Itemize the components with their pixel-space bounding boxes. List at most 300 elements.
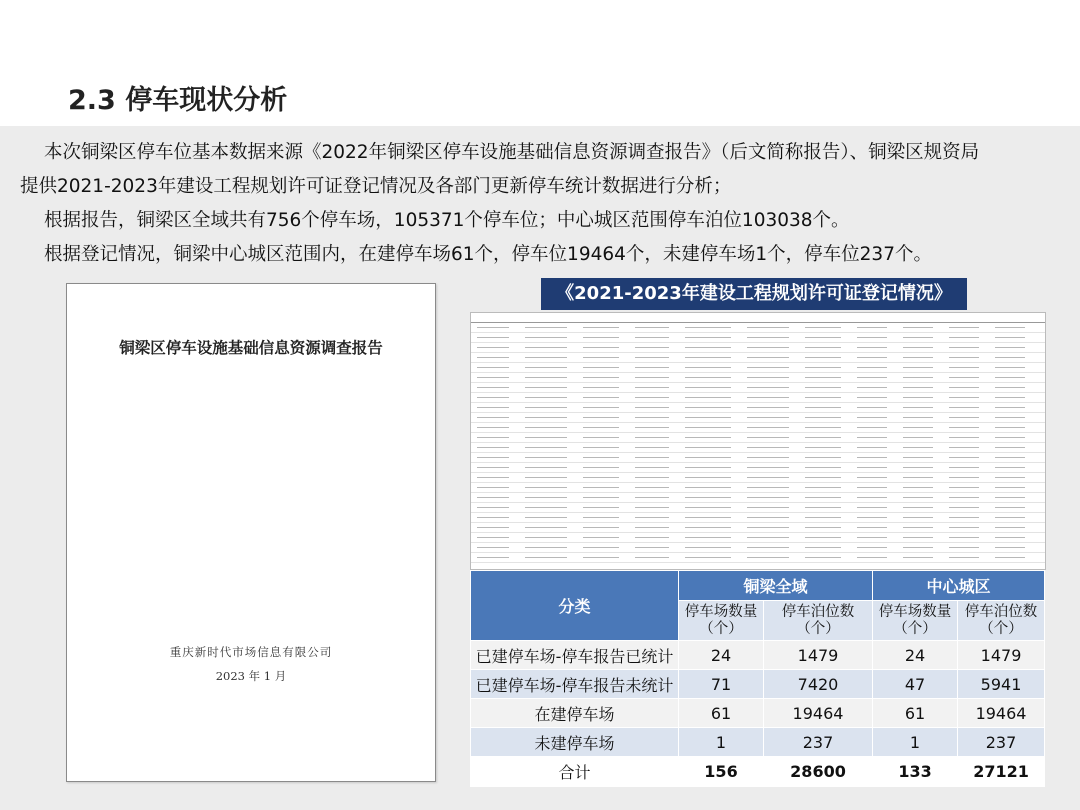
permit-spreadsheet-image — [470, 312, 1046, 570]
spreadsheet-cell — [629, 433, 679, 442]
spreadsheet-cell — [851, 513, 897, 522]
spreadsheet-cell — [989, 443, 1035, 452]
spreadsheet-header-cell — [989, 313, 1035, 322]
spreadsheet-cell — [897, 513, 943, 522]
spreadsheet-cell — [741, 383, 799, 392]
spreadsheet-cell — [629, 323, 679, 332]
spreadsheet-cell — [519, 353, 577, 362]
spreadsheet-cell — [851, 403, 897, 412]
total-cell: 133 — [873, 757, 958, 787]
spreadsheet-header-cell — [577, 313, 629, 322]
paragraph-3: 根据登记情况，铜梁中心城区范围内，在建停车场61个，停车位19464个，未建停车场1个，停车位237个。 — [44, 244, 932, 265]
spreadsheet-cell — [799, 493, 851, 502]
spreadsheet-cell — [851, 503, 897, 512]
spreadsheet-cell — [943, 543, 989, 552]
spreadsheet-cell — [471, 333, 519, 342]
spreadsheet-cell — [519, 433, 577, 442]
spreadsheet-cell — [741, 413, 799, 422]
cell: 1 — [679, 728, 764, 757]
spreadsheet-cell — [629, 483, 679, 492]
spreadsheet-cell — [989, 433, 1035, 442]
spreadsheet-rows — [471, 323, 1045, 563]
spreadsheet-header-cell — [679, 313, 741, 322]
spreadsheet-cell — [851, 383, 897, 392]
spreadsheet-cell — [897, 523, 943, 532]
spreadsheet-cell — [741, 353, 799, 362]
spreadsheet-row — [471, 503, 1045, 513]
spreadsheet-cell — [799, 513, 851, 522]
spreadsheet-cell — [629, 473, 679, 482]
spreadsheet-cell — [679, 453, 741, 462]
spreadsheet-cell — [897, 383, 943, 392]
cell: 1479 — [764, 641, 873, 670]
spreadsheet-row — [471, 353, 1045, 363]
spreadsheet-cell — [943, 483, 989, 492]
spreadsheet-cell — [741, 323, 799, 332]
spreadsheet-cell — [799, 353, 851, 362]
spreadsheet-cell — [629, 453, 679, 462]
spreadsheet-cell — [989, 423, 1035, 432]
spreadsheet-cell — [741, 473, 799, 482]
spreadsheet-cell — [799, 523, 851, 532]
spreadsheet-cell — [629, 503, 679, 512]
spreadsheet-row — [471, 403, 1045, 413]
spreadsheet-cell — [741, 513, 799, 522]
spreadsheet-cell — [897, 413, 943, 422]
spreadsheet-cell — [989, 353, 1035, 362]
spreadsheet-cell — [799, 373, 851, 382]
spreadsheet-cell — [851, 373, 897, 382]
spreadsheet-cell — [897, 443, 943, 452]
spreadsheet-cell — [799, 533, 851, 542]
spreadsheet-cell — [989, 383, 1035, 392]
spreadsheet-cell — [799, 333, 851, 342]
spreadsheet-cell — [577, 433, 629, 442]
spreadsheet-cell — [943, 513, 989, 522]
spreadsheet-row — [471, 433, 1045, 443]
spreadsheet-cell — [471, 343, 519, 352]
spreadsheet-cell — [519, 373, 577, 382]
page-title: 2.3 停车现状分析 — [68, 85, 288, 116]
summary-table — [470, 570, 1045, 787]
spreadsheet-cell — [799, 473, 851, 482]
spreadsheet-cell — [741, 453, 799, 462]
spreadsheet-row — [471, 413, 1045, 423]
spreadsheet-cell — [741, 493, 799, 502]
cell: 61 — [679, 699, 764, 728]
spreadsheet-cell — [799, 403, 851, 412]
spreadsheet-row — [471, 533, 1045, 543]
spreadsheet-cell — [989, 553, 1035, 562]
spreadsheet-cell — [741, 443, 799, 452]
spreadsheet-cell — [851, 363, 897, 372]
row-label: 在建停车场 — [471, 699, 679, 728]
spreadsheet-cell — [679, 503, 741, 512]
spreadsheet-cell — [629, 493, 679, 502]
spreadsheet-cell — [943, 503, 989, 512]
spreadsheet-cell — [577, 533, 629, 542]
spreadsheet-cell — [989, 483, 1035, 492]
spreadsheet-cell — [943, 523, 989, 532]
spreadsheet-cell — [577, 423, 629, 432]
spreadsheet-cell — [629, 463, 679, 472]
spreadsheet-cell — [799, 553, 851, 562]
spreadsheet-cell — [943, 443, 989, 452]
spreadsheet-header — [471, 313, 1045, 323]
spreadsheet-cell — [799, 503, 851, 512]
spreadsheet-cell — [471, 473, 519, 482]
spreadsheet-header-cell — [943, 313, 989, 322]
spreadsheet-row — [471, 423, 1045, 433]
spreadsheet-cell — [577, 453, 629, 462]
spreadsheet-row — [471, 543, 1045, 553]
spreadsheet-cell — [577, 503, 629, 512]
spreadsheet-cell — [679, 353, 741, 362]
spreadsheet-cell — [851, 463, 897, 472]
spreadsheet-cell — [471, 363, 519, 372]
spreadsheet-cell — [799, 413, 851, 422]
spreadsheet-cell — [943, 463, 989, 472]
spreadsheet-row — [471, 523, 1045, 533]
spreadsheet-cell — [897, 553, 943, 562]
spreadsheet-cell — [519, 513, 577, 522]
sub-header: 停车泊位数 （个） — [764, 601, 873, 641]
spreadsheet-row — [471, 443, 1045, 453]
report-cover-company: 重庆新时代市场信息有限公司 — [169, 645, 333, 659]
spreadsheet-cell — [519, 503, 577, 512]
spreadsheet-cell — [679, 413, 741, 422]
spreadsheet-cell — [989, 333, 1035, 342]
cell: 71 — [679, 670, 764, 699]
spreadsheet-cell — [943, 343, 989, 352]
spreadsheet-cell — [799, 443, 851, 452]
spreadsheet-cell — [989, 413, 1035, 422]
spreadsheet-cell — [629, 393, 679, 402]
spreadsheet-cell — [519, 343, 577, 352]
spreadsheet-cell — [943, 363, 989, 372]
spreadsheet-cell — [897, 363, 943, 372]
cell: 1 — [873, 728, 958, 757]
spreadsheet-cell — [679, 373, 741, 382]
spreadsheet-cell — [799, 383, 851, 392]
spreadsheet-cell — [577, 473, 629, 482]
spreadsheet-cell — [471, 413, 519, 422]
sub-header: 停车泊位数 （个） — [958, 601, 1045, 641]
spreadsheet-cell — [679, 323, 741, 332]
spreadsheet-cell — [519, 383, 577, 392]
spreadsheet-cell — [851, 543, 897, 552]
spreadsheet-cell — [943, 323, 989, 332]
category-header: 分类 — [471, 571, 679, 641]
spreadsheet-cell — [471, 483, 519, 492]
spreadsheet-cell — [471, 323, 519, 332]
total-row — [471, 757, 1045, 787]
spreadsheet-cell — [679, 393, 741, 402]
spreadsheet-cell — [989, 543, 1035, 552]
spreadsheet-cell — [679, 443, 741, 452]
spreadsheet-cell — [799, 453, 851, 462]
spreadsheet-cell — [471, 383, 519, 392]
spreadsheet-cell — [519, 413, 577, 422]
spreadsheet-cell — [471, 423, 519, 432]
spreadsheet-cell — [851, 483, 897, 492]
spreadsheet-cell — [629, 543, 679, 552]
spreadsheet-cell — [943, 553, 989, 562]
sub-header: 停车场数量 （个） — [679, 601, 764, 641]
cell: 237 — [958, 728, 1045, 757]
spreadsheet-cell — [519, 523, 577, 532]
spreadsheet-cell — [989, 533, 1035, 542]
spreadsheet-cell — [679, 533, 741, 542]
spreadsheet-cell — [799, 343, 851, 352]
row-label: 未建停车场 — [471, 728, 679, 757]
spreadsheet-cell — [577, 513, 629, 522]
spreadsheet-cell — [471, 373, 519, 382]
spreadsheet-cell — [741, 553, 799, 562]
spreadsheet-cell — [679, 333, 741, 342]
spreadsheet-cell — [897, 453, 943, 462]
spreadsheet-cell — [799, 543, 851, 552]
spreadsheet-cell — [577, 443, 629, 452]
spreadsheet-header-cell — [471, 313, 519, 322]
spreadsheet-cell — [471, 453, 519, 462]
spreadsheet-cell — [577, 403, 629, 412]
spreadsheet-cell — [989, 323, 1035, 332]
spreadsheet-cell — [629, 423, 679, 432]
spreadsheet-cell — [679, 513, 741, 522]
spreadsheet-cell — [989, 463, 1035, 472]
spreadsheet-cell — [679, 343, 741, 352]
spreadsheet-cell — [471, 493, 519, 502]
group-header-center: 中心城区 — [873, 571, 1045, 601]
spreadsheet-cell — [851, 343, 897, 352]
spreadsheet-cell — [943, 393, 989, 402]
spreadsheet-cell — [577, 373, 629, 382]
spreadsheet-cell — [989, 473, 1035, 482]
spreadsheet-cell — [629, 523, 679, 532]
spreadsheet-cell — [897, 393, 943, 402]
spreadsheet-cell — [577, 343, 629, 352]
spreadsheet-cell — [943, 353, 989, 362]
paragraph-1-line-1: 本次铜梁区停车位基本数据来源《2022年铜梁区停车设施基础信息资源调查报告》（后文简称报告）、铜梁区规资局 — [44, 142, 980, 163]
spreadsheet-cell — [629, 343, 679, 352]
spreadsheet-cell — [679, 483, 741, 492]
spreadsheet-cell — [471, 543, 519, 552]
spreadsheet-cell — [519, 553, 577, 562]
spreadsheet-cell — [519, 403, 577, 412]
spreadsheet-cell — [471, 503, 519, 512]
spreadsheet-cell — [897, 543, 943, 552]
spreadsheet-row — [471, 363, 1045, 373]
spreadsheet-cell — [629, 353, 679, 362]
spreadsheet-cell — [799, 393, 851, 402]
spreadsheet-cell — [577, 463, 629, 472]
spreadsheet-cell — [519, 533, 577, 542]
spreadsheet-cell — [471, 553, 519, 562]
spreadsheet-cell — [943, 493, 989, 502]
spreadsheet-cell — [471, 513, 519, 522]
spreadsheet-cell — [519, 333, 577, 342]
spreadsheet-row — [471, 473, 1045, 483]
spreadsheet-cell — [741, 463, 799, 472]
paragraph-1-line-2: 提供2021-2023年建设工程规划许可证登记情况及各部门更新停车统计数据进行分析； — [20, 176, 732, 197]
spreadsheet-cell — [897, 373, 943, 382]
spreadsheet-cell — [471, 393, 519, 402]
spreadsheet-cell — [577, 323, 629, 332]
spreadsheet-cell — [629, 533, 679, 542]
spreadsheet-cell — [679, 403, 741, 412]
spreadsheet-cell — [851, 533, 897, 542]
spreadsheet-header-cell — [851, 313, 897, 322]
spreadsheet-cell — [629, 333, 679, 342]
spreadsheet-cell — [897, 433, 943, 442]
spreadsheet-cell — [943, 403, 989, 412]
spreadsheet-row — [471, 483, 1045, 493]
spreadsheet-row — [471, 333, 1045, 343]
spreadsheet-cell — [741, 523, 799, 532]
spreadsheet-cell — [679, 433, 741, 442]
cell: 19464 — [958, 699, 1045, 728]
spreadsheet-cell — [943, 473, 989, 482]
spreadsheet-cell — [741, 503, 799, 512]
spreadsheet-cell — [679, 543, 741, 552]
row-label: 已建停车场-停车报告未统计 — [471, 670, 679, 699]
spreadsheet-cell — [471, 433, 519, 442]
report-cover-date: 2023 年 1 月 — [215, 669, 287, 683]
spreadsheet-row — [471, 393, 1045, 403]
spreadsheet-cell — [851, 333, 897, 342]
spreadsheet-cell — [519, 323, 577, 332]
spreadsheet-cell — [629, 413, 679, 422]
spreadsheet-cell — [577, 383, 629, 392]
permit-banner: 《2021-2023年建设工程规划许可证登记情况》 — [541, 278, 967, 310]
spreadsheet-cell — [741, 403, 799, 412]
spreadsheet-cell — [471, 353, 519, 362]
spreadsheet-cell — [851, 413, 897, 422]
spreadsheet-cell — [577, 523, 629, 532]
spreadsheet-cell — [741, 533, 799, 542]
spreadsheet-cell — [741, 543, 799, 552]
spreadsheet-cell — [679, 383, 741, 392]
spreadsheet-cell — [897, 343, 943, 352]
spreadsheet-row — [471, 373, 1045, 383]
spreadsheet-cell — [519, 463, 577, 472]
spreadsheet-header-cell — [897, 313, 943, 322]
row-label: 已建停车场-停车报告已统计 — [471, 641, 679, 670]
spreadsheet-header-cell — [799, 313, 851, 322]
spreadsheet-cell — [851, 493, 897, 502]
spreadsheet-cell — [471, 443, 519, 452]
spreadsheet-cell — [519, 483, 577, 492]
spreadsheet-cell — [943, 433, 989, 442]
spreadsheet-cell — [989, 343, 1035, 352]
spreadsheet-row — [471, 513, 1045, 523]
spreadsheet-cell — [577, 483, 629, 492]
spreadsheet-cell — [519, 453, 577, 462]
spreadsheet-cell — [851, 433, 897, 442]
cell: 5941 — [958, 670, 1045, 699]
spreadsheet-cell — [851, 323, 897, 332]
cell: 47 — [873, 670, 958, 699]
spreadsheet-cell — [897, 323, 943, 332]
spreadsheet-cell — [851, 473, 897, 482]
cell: 1479 — [958, 641, 1045, 670]
spreadsheet-cell — [897, 473, 943, 482]
spreadsheet-cell — [989, 523, 1035, 532]
spreadsheet-cell — [577, 363, 629, 372]
spreadsheet-cell — [989, 363, 1035, 372]
spreadsheet-header-cell — [519, 313, 577, 322]
spreadsheet-cell — [989, 493, 1035, 502]
spreadsheet-cell — [519, 423, 577, 432]
spreadsheet-cell — [679, 473, 741, 482]
table-row — [471, 728, 1045, 757]
spreadsheet-cell — [741, 333, 799, 342]
spreadsheet-cell — [943, 413, 989, 422]
spreadsheet-cell — [799, 463, 851, 472]
spreadsheet-cell — [471, 533, 519, 542]
total-label: 合计 — [471, 757, 679, 787]
spreadsheet-row — [471, 493, 1045, 503]
total-cell: 28600 — [764, 757, 873, 787]
total-cell: 27121 — [958, 757, 1045, 787]
spreadsheet-cell — [799, 363, 851, 372]
cell: 24 — [679, 641, 764, 670]
spreadsheet-cell — [989, 373, 1035, 382]
spreadsheet-cell — [851, 553, 897, 562]
spreadsheet-cell — [679, 363, 741, 372]
spreadsheet-cell — [741, 393, 799, 402]
spreadsheet-cell — [577, 333, 629, 342]
spreadsheet-cell — [577, 393, 629, 402]
spreadsheet-cell — [519, 443, 577, 452]
spreadsheet-cell — [943, 373, 989, 382]
spreadsheet-cell — [679, 523, 741, 532]
sub-header: 停车场数量 （个） — [873, 601, 958, 641]
spreadsheet-row — [471, 463, 1045, 473]
spreadsheet-cell — [741, 483, 799, 492]
spreadsheet-cell — [897, 403, 943, 412]
spreadsheet-cell — [897, 333, 943, 342]
spreadsheet-cell — [741, 373, 799, 382]
spreadsheet-cell — [851, 443, 897, 452]
spreadsheet-cell — [679, 493, 741, 502]
spreadsheet-cell — [799, 323, 851, 332]
spreadsheet-row — [471, 553, 1045, 563]
spreadsheet-cell — [851, 453, 897, 462]
spreadsheet-cell — [851, 523, 897, 532]
spreadsheet-cell — [897, 353, 943, 362]
spreadsheet-cell — [577, 543, 629, 552]
spreadsheet-cell — [577, 353, 629, 362]
spreadsheet-cell — [741, 363, 799, 372]
cell: 24 — [873, 641, 958, 670]
spreadsheet-cell — [629, 373, 679, 382]
spreadsheet-cell — [577, 493, 629, 502]
spreadsheet-cell — [989, 393, 1035, 402]
spreadsheet-cell — [679, 463, 741, 472]
spreadsheet-cell — [577, 553, 629, 562]
spreadsheet-cell — [471, 523, 519, 532]
spreadsheet-cell — [897, 423, 943, 432]
group-header-county: 铜梁全域 — [679, 571, 873, 601]
spreadsheet-cell — [629, 403, 679, 412]
spreadsheet-row — [471, 383, 1045, 393]
cell: 237 — [764, 728, 873, 757]
spreadsheet-cell — [471, 463, 519, 472]
cell: 61 — [873, 699, 958, 728]
spreadsheet-cell — [897, 463, 943, 472]
